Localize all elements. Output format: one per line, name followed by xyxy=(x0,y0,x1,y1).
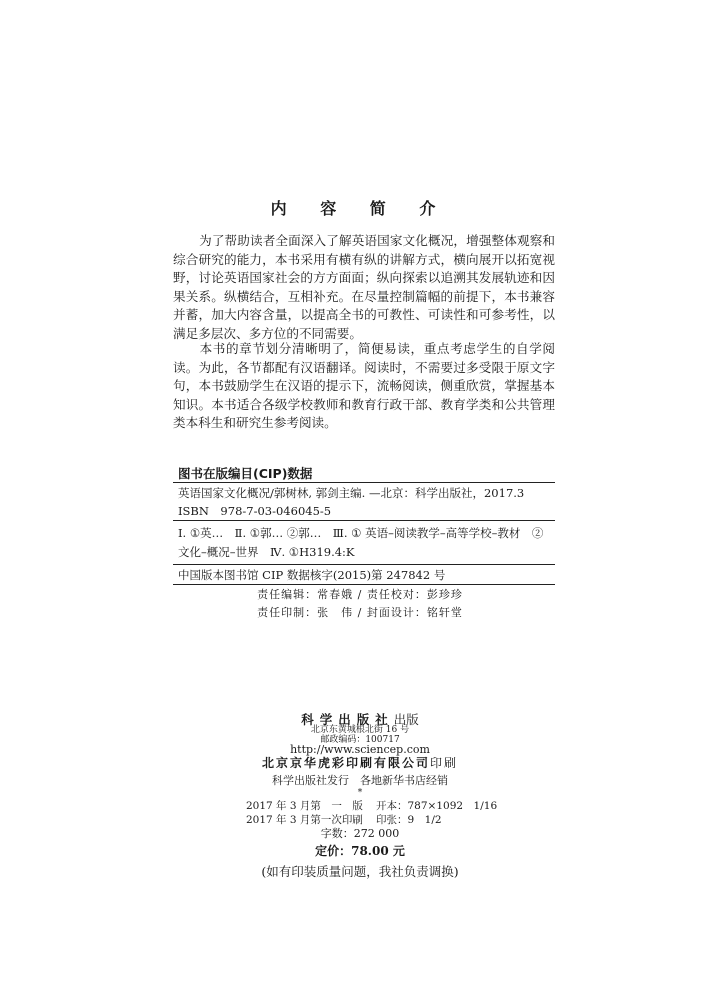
edition-date: 2017 年 3 月第 一 版 xyxy=(246,800,363,812)
cip-isbn: ISBN 978-7-03-046045-5 xyxy=(178,504,332,518)
price: 定价：78.00 元 xyxy=(315,844,405,858)
printer-name: 北京京华虎彩印刷有限公司 xyxy=(261,756,430,770)
cip-record: 中国版本图书馆 CIP 数据核字(2015)第 247842 号 xyxy=(178,568,446,582)
cip-book-line: 英语国家文化概况/郭树林, 郭剑主编. —北京：科学出版社，2017.3 xyxy=(178,486,525,500)
staff-line-2: 责任印制：张 伟 / 封面设计：铭轩堂 xyxy=(257,606,463,619)
cip-classification: Ⅰ. ①英… Ⅱ. ①郭… ②郭… Ⅲ. ① 英语–阅读教学–高等学校–教材 ②文化–概况–世界 Ⅳ. ①H319.4:K xyxy=(178,526,544,559)
page-title: 内 容 简 介 xyxy=(270,199,450,218)
cip-top-rule xyxy=(173,482,555,483)
printer-suffix: 印刷 xyxy=(430,756,459,770)
intro-paragraph-1 xyxy=(173,232,555,344)
edition-row-1 xyxy=(246,799,497,813)
edition-row-2 xyxy=(246,813,442,827)
intro-paragraph-2-text: 本书的章节划分清晰明了，简便易读，重点考虑学生的自学阅读。为此，各节都配有汉语翻译。阅读时，不需要过多受限于原文字句，本书鼓励学生在汉语的提示下，流畅阅读，侧重欣赏，掌握基本知识。本书适合各级学校教师和教育行政干部、教育学类和公共管理类本科生和研究生参考阅读。 xyxy=(173,341,555,431)
distribution: 科学出版社发行 各地新华书店经销 xyxy=(272,774,448,787)
cip-heading: 图书在版编目(CIP)数据 xyxy=(178,466,313,481)
publisher-website: http://www.sciencep.com xyxy=(290,743,430,756)
staff-line-1: 责任编辑：常春娥 / 责任校对：彭珍珍 xyxy=(257,588,463,601)
publisher-suffix: 出版 xyxy=(393,712,419,727)
publisher-postcode: 邮政编码：100717 xyxy=(320,735,400,745)
printer-line xyxy=(0,754,720,771)
separator: * xyxy=(357,788,363,798)
intro-paragraph-1-text: 为了帮助读者全面深入了解英语国家文化概况，增强整体观察和综合研究的能力，本书采用有横有纵的讲解方式，横向展开以拓宽视野，讨论英语国家社会的方方面面；纵向探索以追溯其发展轨迹和因果关系。纵横结合，互相补充。在尽量控制篇幅的前提下，本书兼容并蓄，加大内容含量，以提高全书的可教性、可读性和可参考性，以满足多层次、多方位的不同需要。 xyxy=(173,233,555,341)
quality-note: (如有印装质量问题，我社负责调换) xyxy=(261,864,459,879)
publisher-name: 科学出版社 xyxy=(301,712,394,727)
cip-bottom-rule xyxy=(173,584,555,585)
print-date: 2017 年 3 月第一次印刷 xyxy=(246,814,363,826)
publisher-address: 北京东黄城根北街 16 号 xyxy=(310,725,410,735)
format: 开本：787×1092 1/16 xyxy=(376,800,498,812)
sheets: 印张：9 1/2 xyxy=(376,814,442,826)
word-count: 字数：272 000 xyxy=(320,827,400,840)
cip-isbn-rule xyxy=(173,520,555,521)
cip-class-rule xyxy=(173,564,555,565)
intro-paragraph-2 xyxy=(173,340,555,433)
